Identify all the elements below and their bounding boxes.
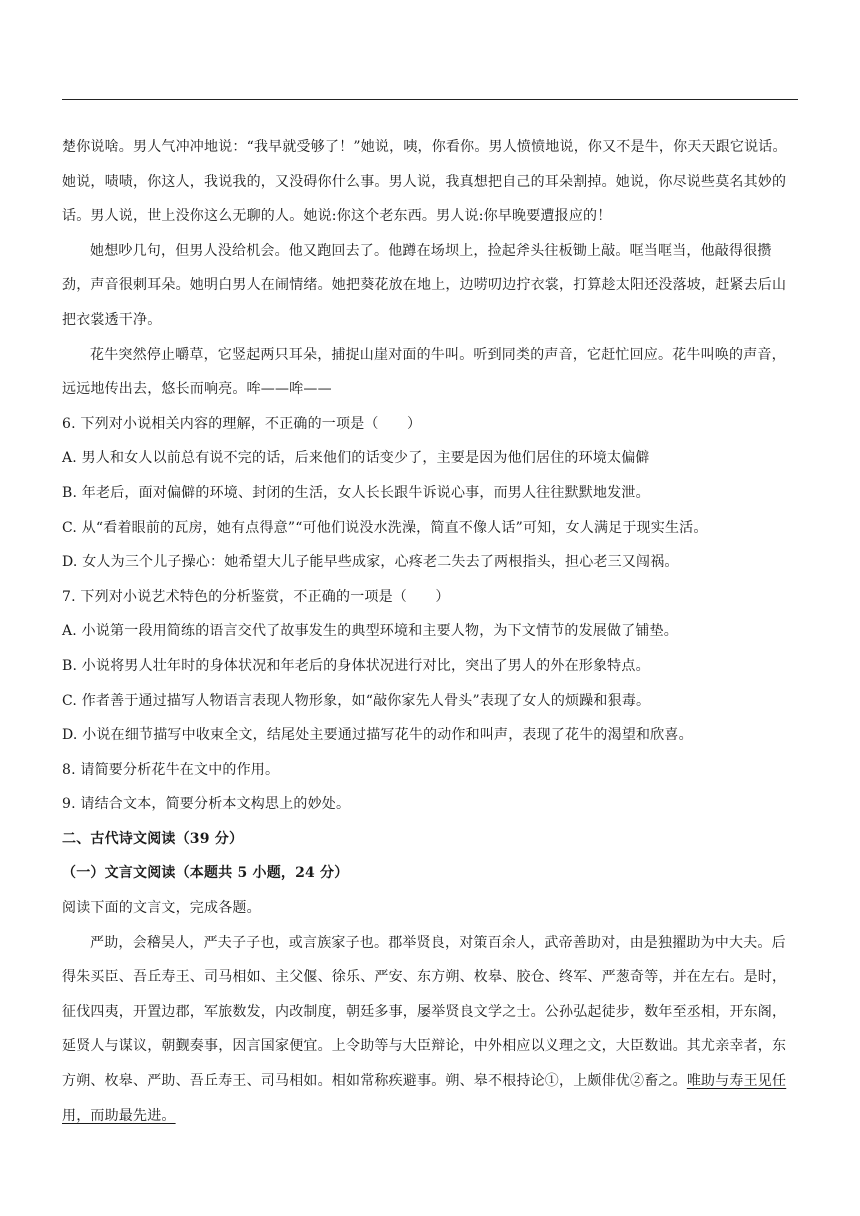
- section-2-title: 二、古代诗文阅读（39 分）: [62, 830, 244, 847]
- story-paragraph-3: 花牛突然停止嚼草，它竖起两只耳朵，捕捉山崖对面的牛叫。听到同类的声音，它赶忙回应。花牛叫唤的声音，远远地传出去，悠长而响亮。哞——哞——: [62, 346, 786, 398]
- question-7-option-c: C. 作者善于通过描写人物语言表现人物形象，如“敲你家先人骨头”表现了女人的烦躁和狠毒。: [62, 692, 651, 709]
- question-8: 8. 请简要分析花牛在文中的作用。: [62, 761, 280, 778]
- header-rule: [62, 99, 798, 100]
- question-7-option-d: D. 小说在细节描写中收束全文，结尾处主要通过描写花牛的动作和叫声，表现了花牛的渴望和欣喜。: [62, 727, 693, 744]
- question-9: 9. 请结合文本，简要分析本文构思上的妙处。: [62, 796, 351, 813]
- classical-text-underlined-sentence: 唯助与寿王见任用，而助最先进。: [62, 1073, 787, 1124]
- document-body: [62, 130, 798, 1133]
- story-paragraph-2: 她想吵几句，但男人没给机会。他又跑回去了。他蹲在场坝上，捡起斧头往板锄上敲。哐当哐当，他敲得很攒劲，声音很刺耳朵。她明白男人在闹情绪。她把葵花放在地上，边唠叨边拧衣裳，打算趁太阳还没落坡，赶紧去后山把衣裳透干净。: [62, 242, 787, 328]
- question-6-option-c: C. 从“看着眼前的瓦房，她有点得意”“可他们说没水洗澡，简直不像人话”可知，女人满足于现实生活。: [62, 519, 708, 536]
- reading-instruction: 阅读下面的文言文，完成各题。: [62, 900, 261, 917]
- question-6-option-a: A. 男人和女人以前总有说不完的话，后来他们的话变少了，主要是因为他们居住的环境太偏僻: [62, 450, 650, 467]
- question-6-stem: 6. 下列对小说相关内容的理解，不正确的一项是（ ）: [62, 415, 422, 432]
- question-7-stem: 7. 下列对小说艺术特色的分析鉴赏，不正确的一项是（ ）: [62, 588, 450, 605]
- question-7-option-a: A. 小说第一段用简练的语言交代了故事发生的典型环境和主要人物，为下文情节的发展做了铺垫。: [62, 623, 679, 640]
- story-paragraph-1: 楚你说啥。男人气冲冲地说：“我早就受够了！”她说，咦，你看你。男人愤愤地说，你又不是牛，你天天跟它说话。她说，啧啧，你这人，我说我的，又没碍你什么事。男人说，我真想把自己的耳朵割掉。她说，你尽说些莫名其妙的话。男人说，世上没你这么无聊的人。她说:你这个老东西。男人说:你早晚要遭报应的！: [62, 139, 787, 225]
- question-6-option-d: D. 女人为三个儿子操心：她希望大儿子能早些成家，心疼老二失去了两根指头，担心老三又闯祸。: [62, 554, 679, 571]
- classical-text-body: 严助，会稽吴人，严夫子子也，或言族家子也。郡举贤良，对策百余人，武帝善助对，由是独擢助为中大夫。后得朱买臣、吾丘寿王、司马相如、主父偃、徐乐、严安、东方朔、枚皋、胶仓、终军、严葱奇等，并在左右。是时，征伐四夷，开置边郡，军旅数发，内改制度，朝廷多事，屡举贤良文学之士。公孙弘起徒步，数年至丞相，开东阁，延贤人与谋议，朝觐奏事，因言国家便宜。上令助等与大臣辩论，中外相应以义理之文，大臣数诎。其尤亲幸者，东方朔、枚皋、严助、吾丘寿王、司马相如。相如常称疾避事。朔、皋不根持论①，上颇俳优②畜之。: [62, 934, 787, 1090]
- question-6-option-b: B. 年老后，面对偏僻的环境、封闭的生活，女人长长跟牛诉说心事，而男人往往默默地发泄。: [62, 484, 650, 501]
- subsection-1-title: （一）文言文阅读（本题共 5 小题，24 分）: [62, 865, 349, 882]
- question-7-option-b: B. 小说将男人壮年时的身体状况和年老后的身体状况进行对比，突出了男人的外在形象特点。: [62, 657, 650, 674]
- classical-text-paragraph: [62, 926, 798, 1134]
